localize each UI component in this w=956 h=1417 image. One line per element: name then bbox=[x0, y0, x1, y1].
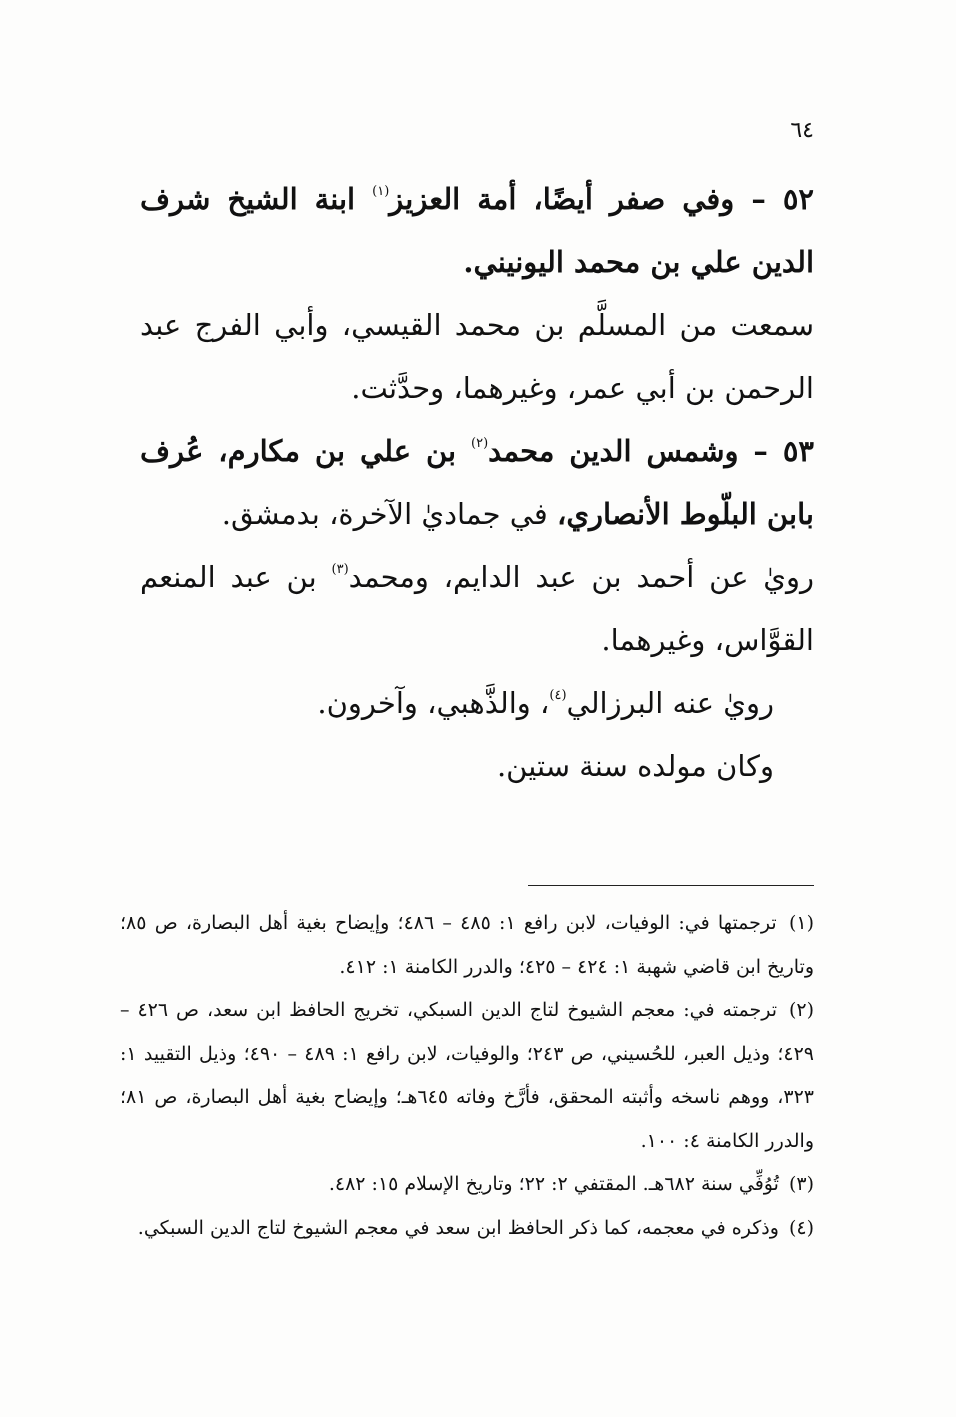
entry-52-heading-pre: ٥٢ – وفي صفر أيضًا، أمة العزيز bbox=[389, 182, 815, 216]
footnote-text: وذكره في معجمه، كما ذكر الحافظ ابن سعد في معجم الشيوخ لتاج الدين السبكي. bbox=[137, 1216, 779, 1239]
entry-53-narrators bbox=[140, 672, 814, 735]
footnote-number: (٤) bbox=[788, 1216, 814, 1239]
footnote-4 bbox=[120, 1207, 814, 1251]
footnote-1 bbox=[120, 902, 814, 989]
entry-53-narr-pre: رويٰ عنه البرزالي bbox=[566, 686, 774, 720]
entry-53-heading bbox=[140, 420, 814, 546]
entry-53-body bbox=[140, 546, 814, 672]
entry-53-heading-tail: في جماديٰ الآخرة، بدمشق. bbox=[221, 497, 557, 531]
footnote-text: تُوُفِّي سنة ٦٨٢هـ. المقتفي ٢: ٢٢؛ وتاريخ الإسلام ١٥: ٤٨٢. bbox=[328, 1173, 779, 1195]
footnote-text: ترجمته في: معجم الشيوخ لتاج الدين السبكي، تخريج الحافظ ابن سعد، ص ٤٢٦ – ٤٢٩؛ وذيل العبر، للحُسيني، ص ٢٤٣؛ والوفيات، لابن رافع ١: ٤٨٩ – ٤٩٠؛ وذيل التقييد ١: ٣٢٣، ووهم ناسخه وأثبته المحقق، فأرَّخ وفاته ٦٤٥هـ؛ وإيضاح بغية أهل البصارة، ص ٨١؛ والدرر الكامنة ٤: ١٠٠. bbox=[120, 999, 814, 1152]
footnote-2 bbox=[120, 989, 814, 1163]
footnote-3 bbox=[120, 1163, 814, 1207]
footnote-number: (٢) bbox=[788, 999, 815, 1021]
footnote-separator bbox=[528, 885, 814, 886]
footnote-number: (١) bbox=[788, 912, 814, 934]
entry-53-heading-post: بن علي بن مكارم، عُرف بابن البلّوط الأنصاري، bbox=[140, 434, 814, 531]
footnote-number: (٣) bbox=[788, 1173, 814, 1195]
entry-52-body: سمعت من المسلَّم بن محمد القيسي، وأبي الفرج عبد الرحمن بن أبي عمر، وغيرهما، وحدَّثت. bbox=[140, 308, 814, 405]
footnotes bbox=[120, 902, 814, 1250]
entry-52-heading-post: ابنة الشيخ شرف الدين علي بن محمد اليونيني. bbox=[140, 182, 814, 279]
entry-53-narr-post: ، والذَّهبي، وآخرون. bbox=[317, 686, 550, 720]
entry-53-birth: وكان مولده سنة ستين. bbox=[496, 749, 774, 783]
footnote-ref-3[interactable]: (٣) bbox=[331, 562, 349, 577]
footnote-ref-4[interactable]: (٤) bbox=[549, 688, 567, 703]
entry-53-body-pre: رويٰ عن أحمد بن عبد الدايم، ومحمد bbox=[348, 560, 814, 594]
entry-53-heading-pre: ٥٣ – وشمس الدين محمد bbox=[488, 434, 815, 468]
footnote-ref-2[interactable]: (٢) bbox=[471, 436, 489, 451]
page-number: ٦٤ bbox=[790, 118, 814, 143]
entry-52-heading bbox=[140, 168, 814, 294]
footnote-ref-1[interactable]: (١) bbox=[372, 184, 390, 199]
entry-53-body-post: بن عبد المنعم القوَّاس، وغيرهما. bbox=[140, 560, 814, 657]
main-text bbox=[140, 168, 814, 798]
footnote-text: ترجمتها في: الوفيات، لابن رافع ١: ٤٨٥ – ٤٨٦؛ وإيضاح بغية أهل البصارة، ص ٨٥؛ وتاريخ ابن قاضي شهبة ١: ٤٢٤ – ٤٢٥؛ والدرر الكامنة ١: ٤١٢. bbox=[120, 912, 814, 978]
